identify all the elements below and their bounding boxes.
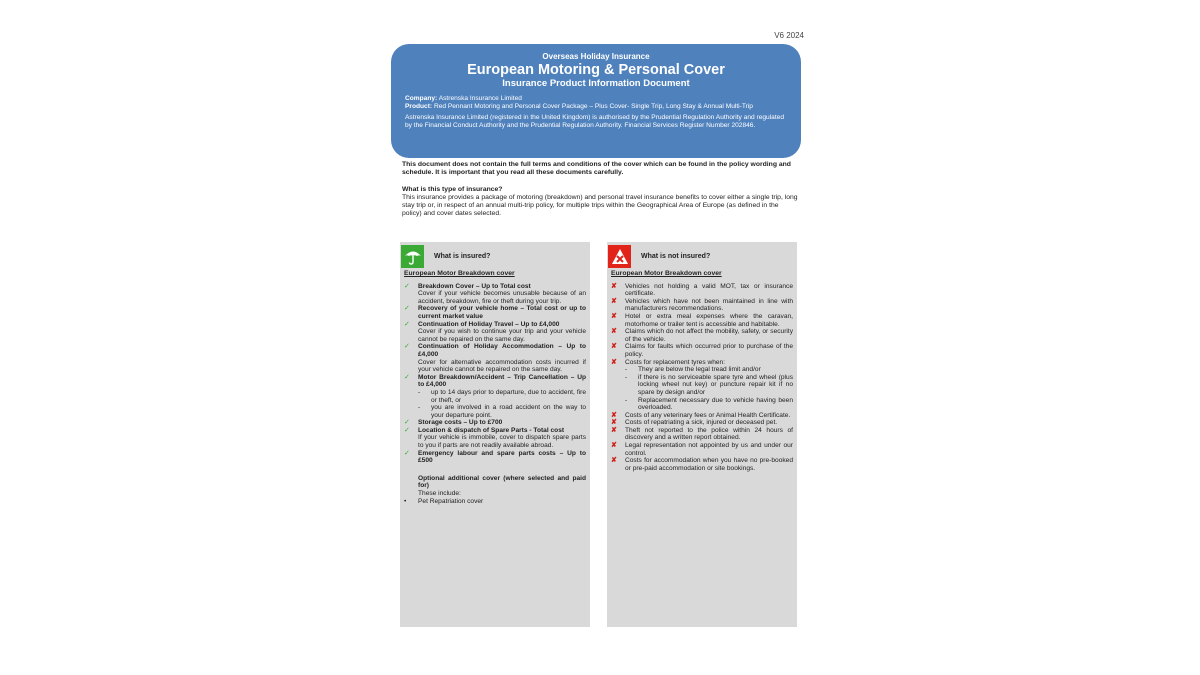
- product-line: [405, 103, 787, 111]
- not-insured-item: [611, 298, 793, 313]
- document-header: [391, 44, 801, 158]
- not-insured-item-content: [625, 427, 793, 442]
- insured-item-title: Storage costs – Up to £700: [418, 419, 503, 427]
- cross-icon: ✘: [611, 419, 617, 427]
- insurance-type-answer: This insurance provides a package of motoring (breakdown) and personal travel insurance benefits to cover either a single trip, long stay trip or, in respect of an annual multi-trip policy, for multiple trips within the Geographical Area of Europe (as defined in the policy) and cover dates selected.: [402, 193, 798, 218]
- not-insured-sub-text: They are below the legal tread limit and/or: [638, 366, 761, 374]
- tick-icon: ✓: [404, 320, 410, 328]
- not-insured-item-text: Claims which do not affect the mobility, safety, or security of the vehicle.: [625, 328, 793, 343]
- insured-item: [404, 374, 586, 420]
- not-insured-sub-item: [625, 397, 793, 412]
- product-value: Red Pennant Motoring and Personal Cover Package – Plus Cover- Single Trip, Long Stay & Annual Multi-Trip: [432, 103, 753, 110]
- not-insured-item-content: [625, 343, 793, 358]
- tick-icon: ✓: [404, 449, 410, 457]
- not-insured-item-text: Legal representation not appointed by us and under our control.: [625, 442, 793, 457]
- not-insured-item-text: Claims for faults which occurred prior to purchase of the policy.: [625, 343, 793, 358]
- not-insured-panel: [607, 242, 797, 627]
- cross-icon: ✘: [611, 358, 617, 366]
- insured-item-content: [418, 283, 586, 306]
- not-insured-sub-item: [625, 366, 793, 374]
- insured-item: [404, 321, 586, 344]
- insured-panel: [400, 242, 590, 627]
- not-insured-item-content: [625, 412, 793, 420]
- dash-marker: -: [625, 373, 628, 381]
- not-insured-item-text: Costs for replacement tyres when:: [625, 358, 726, 366]
- optional-cover: [404, 475, 586, 498]
- insured-item-title: Continuation of Holiday Travel – Up to £4,000: [418, 320, 560, 328]
- cross-warning-icon: [608, 245, 631, 268]
- insurance-type-question: What is this type of insurance?: [402, 185, 503, 193]
- not-insured-item: [611, 412, 793, 420]
- not-insured-item-text: Vehicles which have not been maintained in line with manufacturers recommendations.: [625, 297, 793, 313]
- bullet-marker: •: [404, 497, 407, 505]
- disclaimer-text: This document does not contain the full terms and conditions of the cover which can be found in the policy wording and schedule. It is important that you read all these documents carefully.: [402, 161, 791, 177]
- header-kicker: Overseas Holiday Insurance: [542, 52, 650, 61]
- not-insured-item: [611, 343, 793, 358]
- page-title: European Motoring & Personal Cover: [467, 62, 725, 78]
- not-insured-item-text: Vehicles not holding a valid MOT, tax or insurance certificate.: [625, 282, 793, 298]
- not-insured-sub-text: if there is no serviceable spare tyre and wheel (plus locking wheel nut key) or puncture repair kit if no spare by design and/or: [638, 373, 793, 396]
- insured-item-title: Breakdown Cover – Up to Total cost: [418, 282, 531, 290]
- insured-item-title: Emergency labour and spare parts costs – Up to £500: [418, 449, 586, 465]
- page-subtitle: Insurance Product Information Document: [502, 78, 690, 89]
- insured-item-title: Motor Breakdown/Accident – Trip Cancellation – Up to £4,000: [418, 373, 586, 389]
- not-insured-item-content: [625, 283, 793, 298]
- not-insured-item-text: Theft not reported to the police within 24 hours of discovery and a written report obtained.: [625, 426, 793, 442]
- insured-sub-item: [418, 404, 586, 419]
- not-insured-item-content: [625, 359, 793, 412]
- insured-item: [404, 305, 586, 320]
- insured-item-content: [418, 321, 586, 344]
- authorisation-text: Astrenska Insurance Limited (registered in the United Kingdom) is authorised by the Prudential Regulation Authority and regulated by the Financial Conduct Authority and the Prudential Regulation Authority. Financial Services Register Number 202846.: [405, 114, 784, 129]
- not-insured-item: [611, 283, 793, 298]
- tick-icon: ✓: [404, 343, 410, 351]
- insured-item-desc: Cover for alternative accommodation costs incurred if your vehicle cannot be repaired on the same day.: [418, 358, 586, 374]
- not-insured-item-content: [625, 419, 793, 427]
- insured-item-content: [418, 374, 586, 420]
- insured-item: [404, 427, 586, 450]
- insured-item-desc: Cover if your vehicle becomes unusable because of an accident, breakdown, fire or theft during your trip.: [418, 290, 586, 305]
- not-insured-title: What is not insured?: [641, 253, 711, 261]
- version-label: V6 2024: [774, 31, 804, 40]
- not-insured-item: [611, 457, 793, 472]
- cross-icon: ✘: [611, 282, 617, 290]
- not-insured-item: [611, 328, 793, 343]
- optional-cover-intro: These include:: [418, 490, 461, 498]
- insured-item-content: [418, 450, 586, 465]
- insured-title: What is insured?: [434, 253, 491, 261]
- tick-icon: ✓: [404, 305, 410, 313]
- not-insured-item-text: Hotel or extra meal expenses where the caravan, motorhome or trailer tent is accessible and habitable.: [625, 312, 793, 328]
- not-insured-item-text: Costs for accommodation when you have no pre-booked or pre-paid accommodation or site bookings.: [625, 457, 793, 472]
- optional-item: [404, 498, 586, 506]
- insured-sub-text: you are involved in a road accident on the way to your departure point.: [431, 404, 586, 419]
- insured-item-title: Location & dispatch of Spare Parts - Total cost: [418, 426, 565, 434]
- not-insured-item: [611, 427, 793, 442]
- tick-icon: ✓: [404, 282, 410, 290]
- optional-item-text: Pet Repatriation cover: [418, 497, 484, 505]
- tick-icon: ✓: [404, 373, 410, 381]
- product-label: Product:: [405, 103, 433, 110]
- insured-item-content: [418, 305, 586, 320]
- insured-item-title: Continuation of Holiday Accommodation – Up to £4,000: [418, 343, 586, 358]
- cross-icon: ✘: [611, 426, 617, 434]
- not-insured-item: [611, 313, 793, 328]
- tick-icon: ✓: [404, 426, 410, 434]
- company-value: Astrenska Insurance Limited: [437, 95, 522, 102]
- insured-item: [404, 343, 586, 373]
- insured-sub-item: [418, 389, 586, 404]
- insured-item: [404, 283, 586, 306]
- insured-item: [404, 450, 586, 465]
- tick-icon: ✓: [404, 419, 410, 427]
- not-insured-sub-text: Replacement necessary due to vehicle having been overloaded.: [638, 396, 793, 412]
- dash-marker: -: [418, 404, 421, 412]
- insured-item-desc: Cover if you wish to continue your trip and your vehicle cannot be repaired on the same day.: [418, 328, 586, 343]
- not-insured-item-content: [625, 328, 793, 343]
- company-line: [405, 95, 787, 103]
- not-insured-item: [611, 419, 793, 427]
- insured-item-content: [418, 343, 586, 373]
- not-insured-section-heading: European Motor Breakdown cover: [611, 270, 722, 277]
- not-insured-item: [611, 442, 793, 457]
- cross-icon: ✘: [611, 343, 617, 351]
- not-insured-sub-item: [625, 374, 793, 397]
- optional-cover-title: Optional additional cover (where selected and paid for): [418, 474, 586, 490]
- cross-icon: ✘: [611, 297, 617, 305]
- insured-item-content: [418, 427, 586, 450]
- cross-icon: ✘: [611, 328, 617, 336]
- company-label: Company:: [405, 95, 438, 102]
- dash-marker: -: [625, 366, 628, 374]
- insured-sub-text: up to 14 days prior to departure, due to accident, fire or theft, or: [431, 388, 586, 404]
- not-insured-item-content: [625, 313, 793, 328]
- not-insured-item-content: [625, 457, 793, 472]
- insured-item-content: [418, 419, 586, 427]
- not-insured-item-text: Costs of any veterinary fees or Animal Health Certificate.: [625, 411, 791, 419]
- insured-item-desc: If your vehicle is immobile, cover to dispatch spare parts to you if parts are not readily available abroad.: [418, 434, 586, 450]
- not-insured-item-content: [625, 442, 793, 457]
- cross-icon: ✘: [611, 457, 617, 465]
- dash-marker: -: [625, 396, 628, 404]
- intro-section: [402, 161, 800, 219]
- cross-icon: ✘: [611, 411, 617, 419]
- insured-item: [404, 419, 586, 427]
- umbrella-icon: [401, 245, 424, 268]
- insured-section-heading: European Motor Breakdown cover: [404, 270, 515, 277]
- insured-item-title: Recovery of your vehicle home – Total cost or up to current market value: [418, 305, 586, 320]
- dash-marker: -: [418, 388, 421, 396]
- cross-icon: ✘: [611, 312, 617, 320]
- not-insured-item-content: [625, 298, 793, 313]
- not-insured-item-text: Costs of repatriating a sick, injured or deceased pet.: [625, 419, 778, 427]
- cross-icon: ✘: [611, 442, 617, 450]
- not-insured-item: [611, 359, 793, 412]
